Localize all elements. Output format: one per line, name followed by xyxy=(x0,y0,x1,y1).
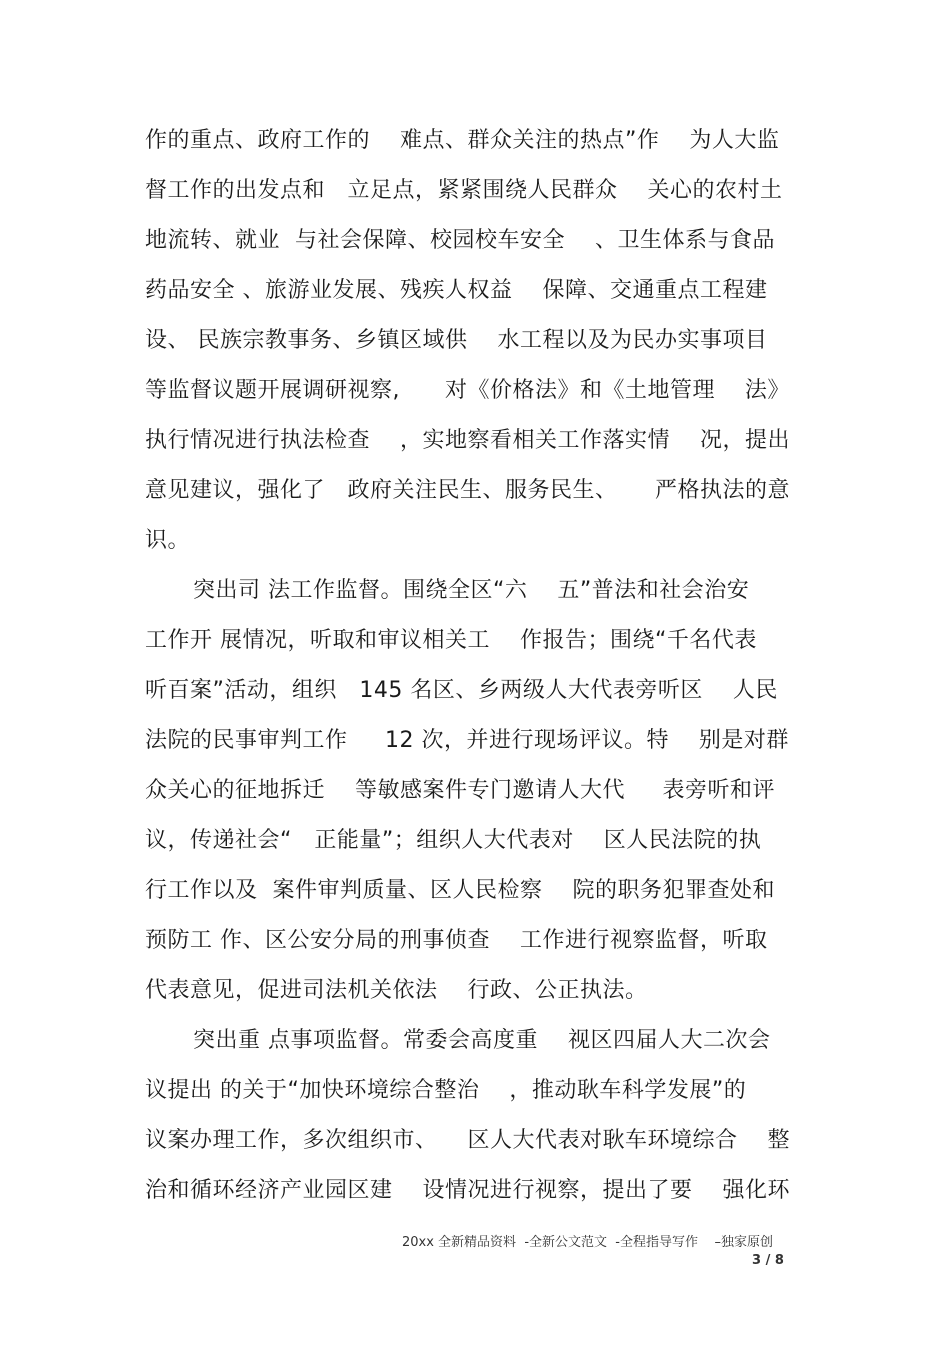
text-line-13: 法院的民事审判工作 12 次，并进行现场评议。特 别是对群 xyxy=(145,728,789,753)
text-line-18: 代表意见，促进司法机关依法 行政、公正执法。 xyxy=(145,978,648,1003)
text-line-12: 听百案”活动，组织 145 名区、乡两级人大代表旁听区 人民 xyxy=(145,678,778,703)
text-line-17: 预防工 作、区公安分局的刑事侦查 工作进行视察监督，听取 xyxy=(145,928,768,953)
text-line-7: 执行情况进行执法检查 ，实地察看相关工作落实情 况，提出 xyxy=(145,428,790,453)
text-line-5: 设、 民族宗教事务、乡镇区域供 水工程以及为民办实事项目 xyxy=(145,328,768,353)
text-line-4: 药品安全 、旅游业发展、残疾人权益 保障、交通重点工程建 xyxy=(145,278,768,303)
text-line-6: 等监督议题开展调研视察, 对《价格法》和《土地管理 法》 xyxy=(145,378,790,403)
text-line-22: 治和循环经济产业园区建 设情况进行视察，提出了要 强化环 xyxy=(145,1178,790,1203)
text-line-15: 议，传递社会“ 正能量”；组织人大代表对 区人民法院的执 xyxy=(145,828,762,853)
paragraph-judicial-start: 突出司 法工作监督。围绕全区“六 五”普法和社会治安 xyxy=(193,578,750,603)
text-line-2: 督工作的出发点和 立足点，紧紧围绕人民群众 关心的农村土 xyxy=(145,178,783,203)
text-line-8: 意见建议，强化了 政府关注民生、服务民生、 严格执法的意 xyxy=(145,478,790,503)
body-text xyxy=(145,116,825,1216)
paragraph-key-matters-start: 突出重 点事项监督。常委会高度重 视区四届人大二次会 xyxy=(193,1028,771,1053)
page-number: 3 / 8 xyxy=(752,1253,784,1268)
text-line-21: 议案办理工作，多次组织市、 区人大代表对耿车环境综合 整 xyxy=(145,1128,790,1153)
text-line-9: 识。 xyxy=(145,528,191,553)
text-line-3: 地流转、就业 与社会保障、校园校车安全 、卫生体系与食品 xyxy=(145,228,775,253)
text-line-16: 行工作以及 案件审判质量、区人民检察 院的职务犯罪查处和 xyxy=(145,878,775,903)
footer-text: 20xx 全新精品资料 -全新公文范文 -全程指导写作 –独家原创 xyxy=(402,1235,774,1250)
text-line-11: 工作开 展情况，听取和审议相关工 作报告；围绕“千名代表 xyxy=(145,628,757,653)
text-line-14: 众关心的征地拆迁 等敏感案件专门邀请人大代 表旁听和评 xyxy=(145,778,775,803)
text-line-1: 作的重点、政府工作的 难点、群众关注的热点”作 为人大监 xyxy=(145,128,780,153)
text-line-20: 议提出 的关于“加快环境综合整治 ，推动耿车科学发展”的 xyxy=(145,1078,747,1103)
